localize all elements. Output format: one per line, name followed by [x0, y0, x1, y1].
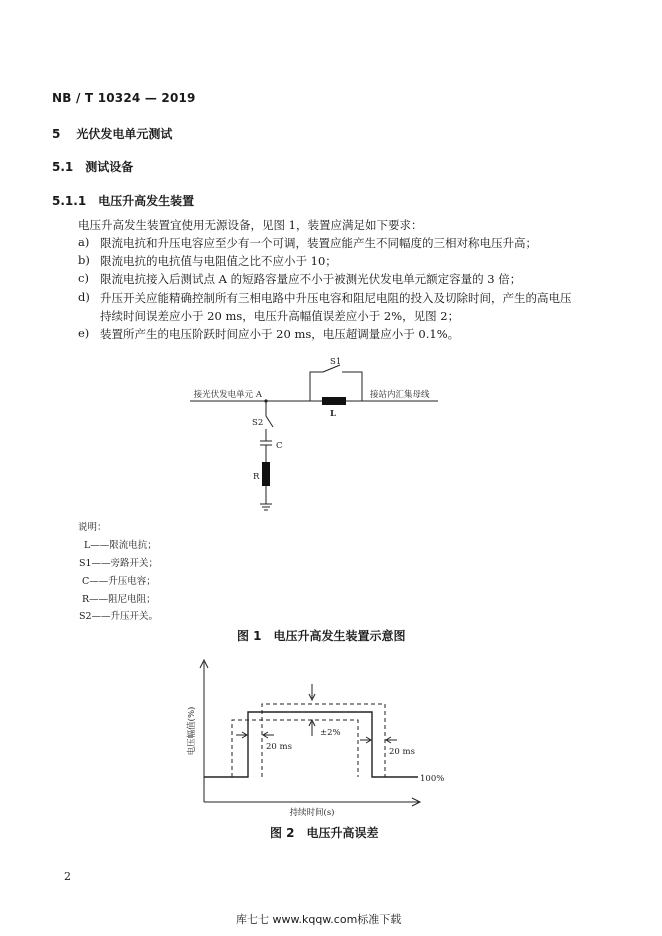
switch-s2-blade	[266, 416, 273, 427]
section-title: 测试设备	[85, 160, 134, 174]
list-item-text: 装置所产生的电压阶跃时间应小于 20 ms，电压超调量应小于 0.1%。	[100, 327, 460, 341]
legend-title: 说明：	[78, 522, 107, 533]
baseline-label: 100%	[420, 774, 445, 784]
list-marker: a)	[78, 235, 90, 249]
bypass-right-wire	[342, 372, 362, 401]
fig1-caption: 图 1 电压升高发生装置示意图	[237, 629, 406, 643]
watermark-footer: 库七七 www.kqqw.com标准下载	[236, 913, 402, 926]
reactor-l-symbol	[322, 397, 346, 405]
s1-label: S1	[330, 357, 342, 367]
section-number: 5	[52, 127, 61, 141]
right-time-label: 20 ms	[389, 747, 415, 757]
section-title: 电压升高发生装置	[98, 194, 195, 208]
requirement-d	[78, 290, 638, 326]
section-number: 5.1	[52, 160, 74, 174]
list-marker: e)	[78, 326, 90, 340]
bypass-left-wire	[310, 372, 323, 401]
section-number: 5.1.1	[52, 194, 87, 208]
legend-item: S2——升压开关。	[79, 611, 159, 622]
fig2-voltage-error-chart	[180, 656, 450, 818]
page-number: 2	[64, 870, 71, 883]
list-marker: b)	[78, 253, 90, 267]
fig2-caption: 图 2 电压升高误差	[270, 826, 379, 840]
left-time-label: 20 ms	[266, 742, 292, 752]
section-5-1-1-heading	[52, 192, 194, 209]
fig1-circuit-diagram	[190, 356, 450, 516]
legend-item: C——升压电容；	[82, 576, 156, 587]
requirement-c	[78, 271, 638, 289]
legend-item: S1——旁路开关；	[79, 558, 159, 569]
requirement-b	[78, 253, 638, 271]
list-item-text: 限流电抗的电抗值与电阻值之比不应小于 10；	[100, 254, 337, 268]
l-label: L	[330, 409, 336, 419]
list-marker: c)	[78, 271, 89, 285]
c-label: C	[276, 441, 283, 451]
intro-paragraph: 电压升高发生装置宜使用无源设备，见图 1，装置应满足如下要求：	[78, 218, 423, 232]
list-item-text: 限流电抗接入后测试点 A 的短路容量应不小于被测光伏发电单元额定容量的 3 倍；	[100, 272, 522, 286]
legend-item: L——限流电抗；	[84, 540, 157, 551]
list-marker: d)	[78, 290, 90, 304]
list-item-text: 限流电抗和升压电容应至少有一个可调，装置应能产生不同幅度的三相对称电压升高；	[100, 236, 537, 250]
section-5-heading	[52, 125, 172, 142]
section-title: 光伏发电单元测试	[76, 127, 173, 141]
requirement-a	[78, 235, 638, 253]
resistor-r-symbol	[262, 462, 270, 486]
section-5-1-heading	[52, 158, 133, 175]
standard-code: NB / T 10324 — 2019	[52, 91, 196, 105]
junction-dot	[264, 399, 267, 402]
list-item-text: 升压开关应能精确控制所有三相电路中升压电容和阻尼电阻的投入及切除时间，产生的高电压	[100, 291, 572, 305]
right-connection-label: 接站内汇集母线	[370, 390, 430, 400]
r-label: R	[253, 472, 260, 482]
list-item-text-continued: 持续时间误差应小于 20 ms，电压升高幅值误差应小于 2%，见图 2；	[100, 309, 460, 323]
requirement-e	[78, 326, 638, 344]
left-connection-label: 接光伏发电单元 A	[193, 390, 262, 400]
legend-item: R——阻尼电阻；	[82, 594, 156, 605]
y-axis-label: 电压幅值(%)	[187, 706, 197, 756]
tolerance-label: ±2%	[320, 728, 341, 738]
s2-label: S2	[252, 418, 264, 428]
x-axis-label: 持续时间(s)	[289, 808, 335, 818]
